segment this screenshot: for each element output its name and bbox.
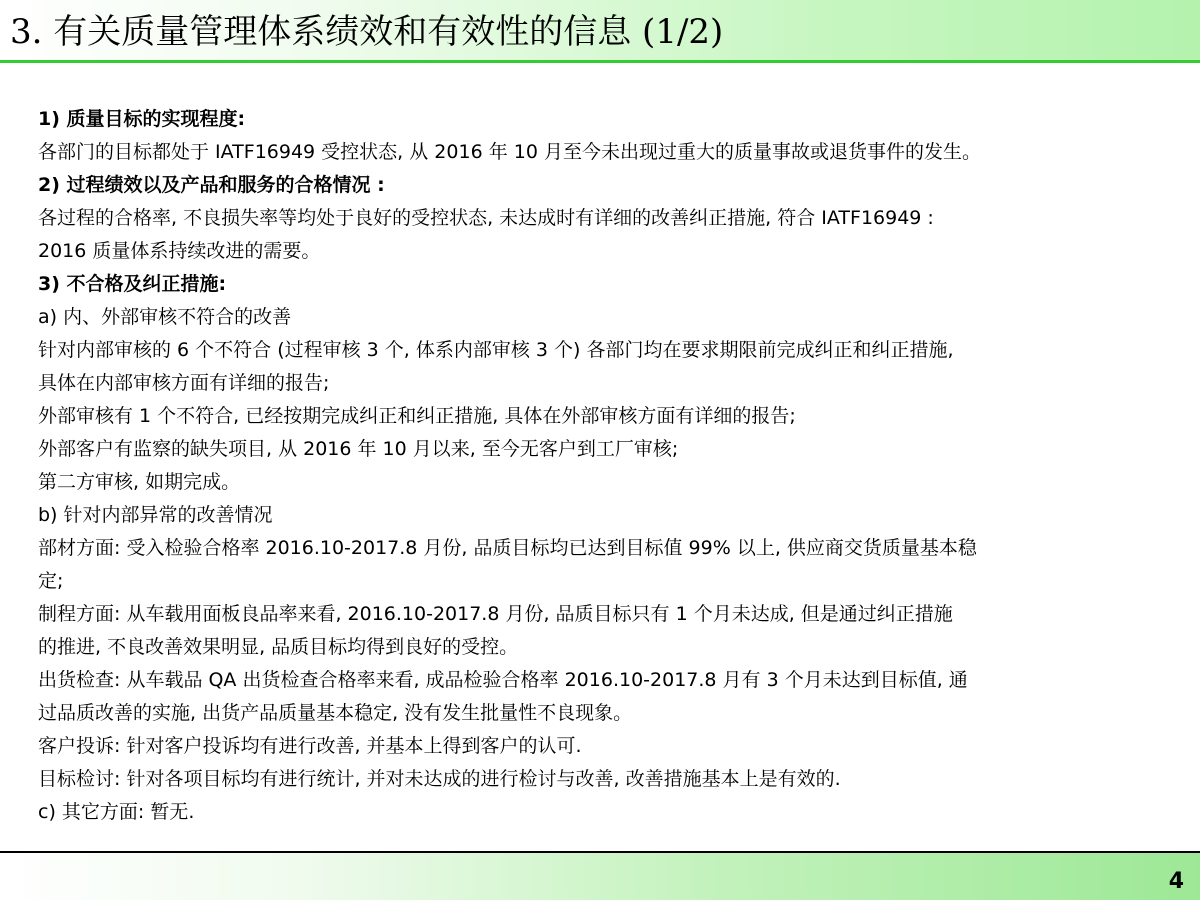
- content-line: 外部审核有 1 个不符合, 已经按期完成纠正和纠正措施, 具体在外部审核方面有详细的报告;: [38, 405, 796, 427]
- content-line: 第二方审核, 如期完成。: [38, 471, 241, 493]
- content-line: a) 内、外部审核不符合的改善: [38, 306, 292, 328]
- content-line: 定;: [38, 570, 64, 592]
- content-line: b) 针对内部异常的改善情况: [38, 504, 273, 526]
- content-line: 针对内部审核的 6 个不符合 (过程审核 3 个, 体系内部审核 3 个) 各部门均在要求期限前完成纠正和纠正措施,: [38, 339, 954, 361]
- slide-body: [38, 103, 1183, 829]
- content-line: 目标检讨: 针对各项目标均有进行统计, 并对未达成的进行检讨与改善, 改善措施基本上是有效的.: [38, 768, 841, 790]
- content-line: 1) 质量目标的实现程度:: [38, 108, 246, 130]
- footer-bar: [0, 853, 1200, 900]
- content-line: 3) 不合格及纠正措施:: [38, 273, 227, 295]
- content-line: 的推进, 不良改善效果明显, 品质目标均得到良好的受控。: [38, 636, 519, 658]
- title-bar: [0, 0, 1200, 60]
- page-title: 3. 有关质量管理体系绩效和有效性的信息 (1/2): [10, 12, 724, 52]
- content-line: 制程方面: 从车载用面板良品率来看, 2016.10-2017.8 月份, 品质目标只有 1 个月未达成, 但是通过纠正措施: [38, 603, 953, 625]
- content-line: 出货检查: 从车载品 QA 出货检查合格率来看, 成品检验合格率 2016.10-2017.8 月有 3 个月未达到目标值, 通: [38, 669, 968, 691]
- page-number: 4: [1168, 869, 1184, 894]
- content-line: 客户投诉: 针对客户投诉均有进行改善, 并基本上得到客户的认可.: [38, 735, 582, 757]
- content-line: 各过程的合格率, 不良损失率等均处于良好的受控状态, 未达成时有详细的改善纠正措施, 符合 IATF16949 :: [38, 207, 934, 229]
- title-divider: [0, 60, 1200, 63]
- content-line: 各部门的目标都处于 IATF16949 受控状态, 从 2016 年 10 月至今未出现过重大的质量事故或退货事件的发生。: [38, 141, 981, 163]
- content-line: 2016 质量体系持续改进的需要。: [38, 240, 321, 262]
- content-line: c) 其它方面: 暂无.: [38, 801, 195, 823]
- content-line: 2) 过程绩效以及产品和服务的合格情况 :: [38, 174, 385, 196]
- content-line: 部材方面: 受入检验合格率 2016.10-2017.8 月份, 品质目标均已达到目标值 99% 以上, 供应商交货质量基本稳: [38, 537, 977, 559]
- content-line: 具体在内部审核方面有详细的报告;: [38, 372, 330, 394]
- content-line: 外部客户有监察的缺失项目, 从 2016 年 10 月以来, 至今无客户到工厂审核;: [38, 438, 679, 460]
- content-line: 过品质改善的实施, 出货产品质量基本稳定, 没有发生批量性不良现象。: [38, 702, 633, 724]
